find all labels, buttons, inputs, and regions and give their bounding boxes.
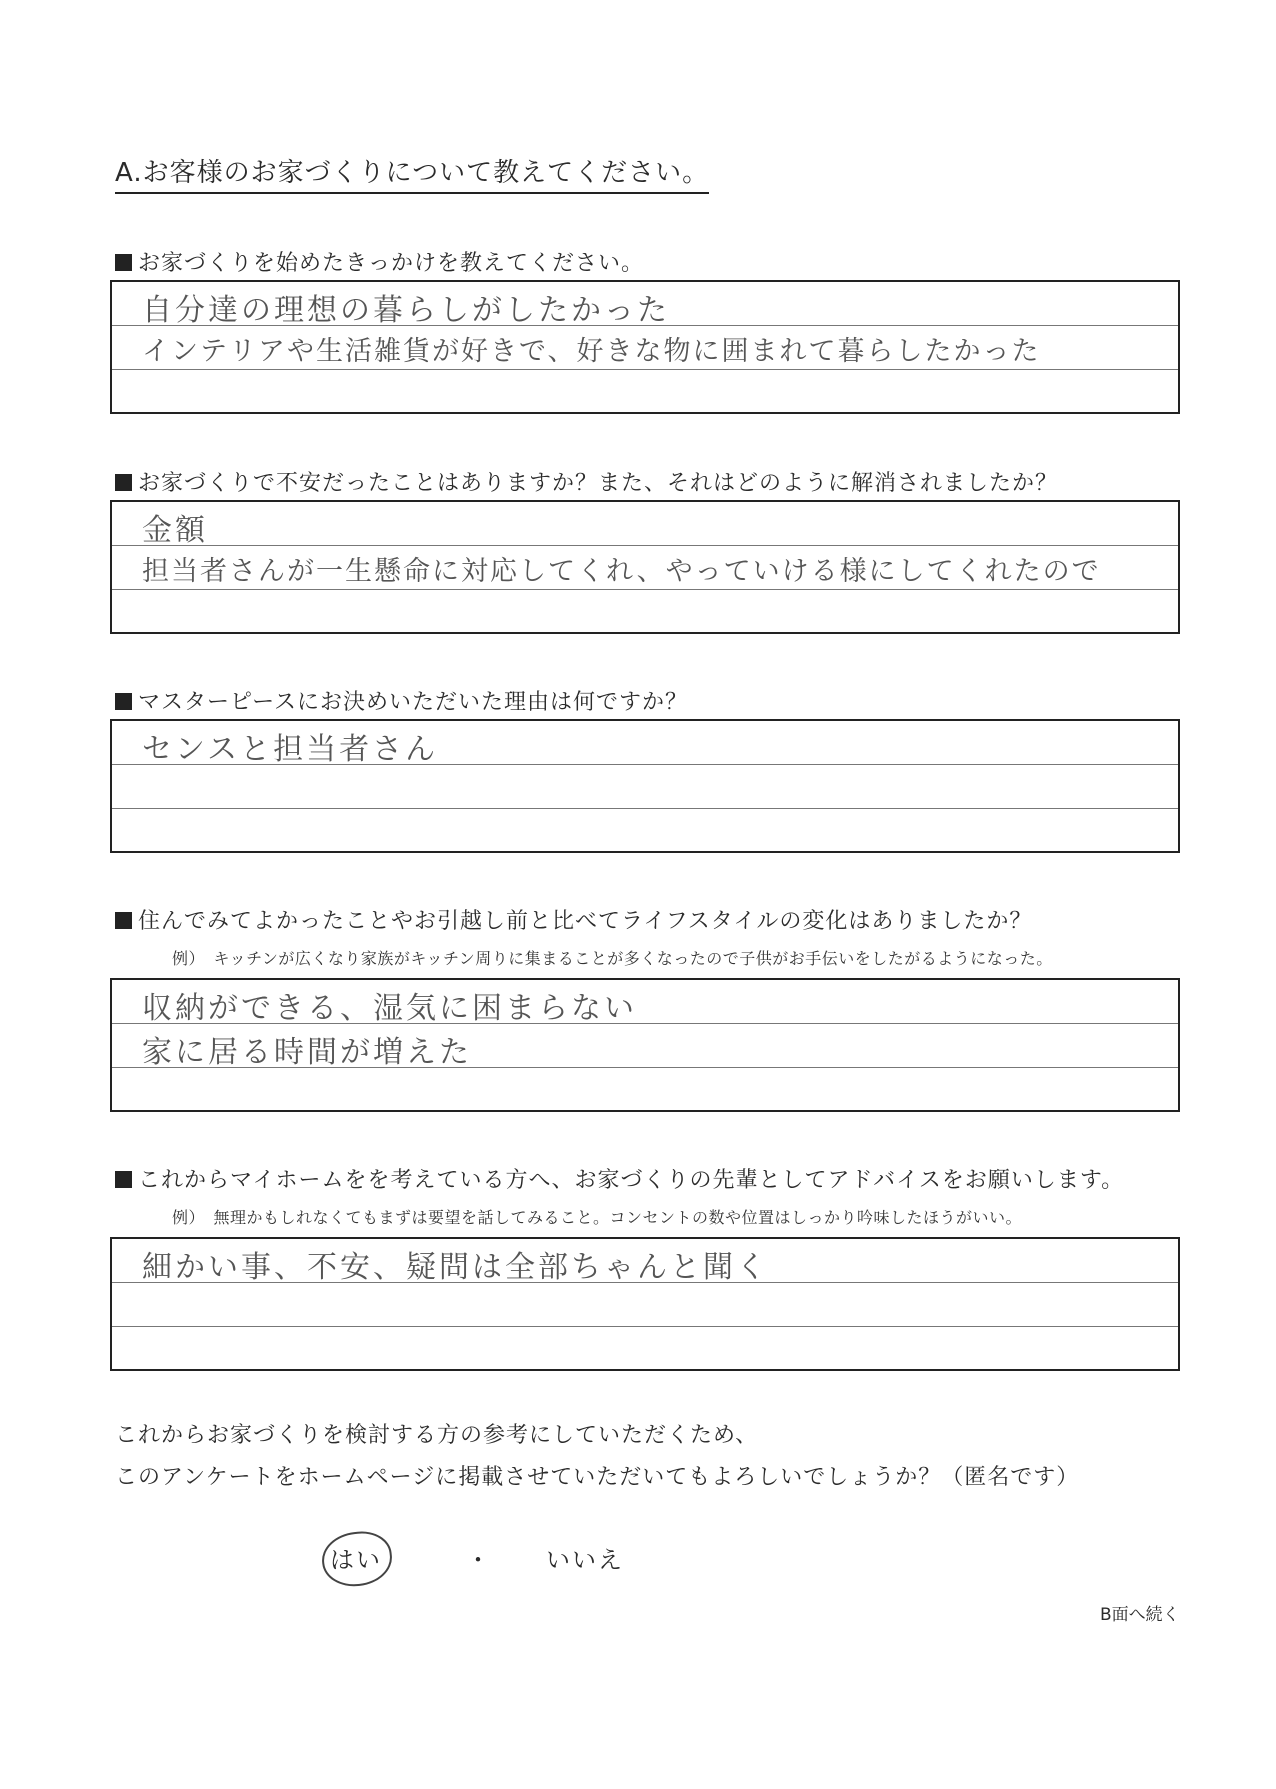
square-bullet-icon — [115, 912, 132, 929]
answer-box-4[interactable] — [110, 978, 1180, 1112]
answer-1-line-2: インテリアや生活雑貨が好きで、好きな物に囲まれて暮らしたかった — [142, 336, 1041, 367]
square-bullet-icon — [115, 1171, 132, 1188]
option-no[interactable]: いいえ — [546, 1546, 624, 1574]
answer-box-3[interactable] — [110, 719, 1180, 853]
question-1-label: お家づくりを始めたきっかけを教えてください。 — [115, 246, 644, 277]
answer-2-line-1: 金額 — [142, 513, 208, 548]
answer-2-line-2: 担当者さんが一生懸命に対応してくれ、やっていける様にしてくれたので — [142, 556, 1101, 587]
square-bullet-icon — [115, 693, 132, 710]
answer-5-line-1: 細かい事、不安、疑問は全部ちゃんと聞く — [142, 1250, 769, 1285]
answer-box-5[interactable] — [110, 1237, 1180, 1371]
permission-text-2: このアンケートをホームページに掲載させていただいてもよろしいでしょうか？（匿名です） — [115, 1465, 1080, 1490]
question-4-label: 住んでみてよかったことやお引越し前と比べてライフスタイルの変化はありましたか？ — [115, 904, 1032, 935]
section-title: A.お客様のお家づくりについて教えてください。 — [115, 152, 709, 194]
answer-3-line-1: センスと担当者さん — [142, 732, 439, 767]
option-yes[interactable]: はい — [330, 1546, 382, 1574]
answer-4-line-2: 家に居る時間が増えた — [142, 1035, 472, 1070]
question-5-example: 例） 無理かもしれなくてもまずは要望を話してみること。コンセントの数や位置はしっかり吟味したほうがいい。 — [172, 1208, 1023, 1227]
answer-box-2[interactable] — [110, 500, 1180, 634]
question-5-label: これからマイホームをを考えている方へ、お家づくりの先輩としてアドバイスをお願いします。 — [115, 1163, 1124, 1194]
answer-box-1[interactable] — [110, 280, 1180, 414]
continue-to-side-b: B面へ続く — [1100, 1605, 1180, 1625]
square-bullet-icon — [115, 254, 132, 271]
question-3-label: マスターピースにお決めいただいた理由は何ですか？ — [115, 685, 688, 716]
question-4-example: 例） キッチンが広くなり家族がキッチン周りに集まることが多くなったので子供がお手伝いをしたがるようになった。 — [172, 949, 1053, 968]
answer-1-line-1: 自分達の理想の暮らしがしたかった — [142, 293, 670, 328]
answer-4-line-1: 収納ができる、湿気に困まらない — [142, 991, 637, 1026]
permission-text-1: これからお家づくりを検討する方の参考にしていただくため、 — [115, 1423, 759, 1448]
question-2-label: お家づくりで不安だったことはありますか？また、それはどのように解消されましたか？ — [115, 466, 1058, 497]
option-separator: ・ — [466, 1546, 490, 1574]
square-bullet-icon — [115, 474, 132, 491]
